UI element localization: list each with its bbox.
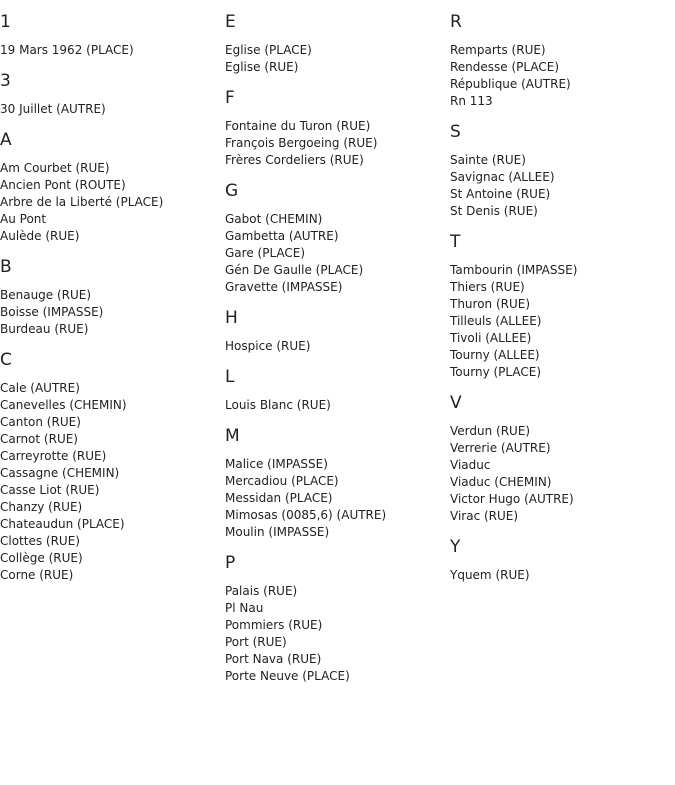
street-link[interactable]: Casse Liot (RUE) — [0, 483, 100, 497]
street-list — [450, 42, 675, 110]
letter-group — [225, 181, 450, 296]
street-link[interactable]: Gabot (CHEMIN) — [225, 212, 323, 226]
street-link[interactable]: Arbre de la Liberté (PLACE) — [0, 195, 164, 209]
street-link[interactable]: Cassagne (CHEMIN) — [0, 466, 120, 480]
group-letter-heading: Y — [450, 537, 461, 557]
letter-group — [225, 367, 450, 414]
street-link[interactable]: Pl Nau — [225, 601, 264, 615]
street-link[interactable]: St Antoine (RUE) — [450, 187, 551, 201]
street-link[interactable]: Burdeau (RUE) — [0, 322, 89, 336]
street-link[interactable]: 19 Mars 1962 (PLACE) — [0, 43, 134, 57]
street-link[interactable]: Porte Neuve (PLACE) — [225, 669, 350, 683]
street-link[interactable]: Hospice (RUE) — [225, 339, 311, 353]
letter-group — [0, 71, 225, 118]
group-letter-heading: T — [450, 232, 461, 252]
letter-group — [225, 12, 450, 76]
letter-group — [0, 350, 225, 584]
letter-group — [450, 12, 675, 110]
street-link[interactable]: Gravette (IMPASSE) — [225, 280, 343, 294]
street-link[interactable]: Tilleuls (ALLEE) — [450, 314, 542, 328]
street-link[interactable]: Au Pont — [0, 212, 47, 226]
street-list — [450, 567, 675, 584]
letter-group — [450, 537, 675, 584]
street-link[interactable]: Chanzy (RUE) — [0, 500, 83, 514]
street-link[interactable]: Thuron (RUE) — [450, 297, 531, 311]
group-letter-heading: C — [0, 350, 12, 370]
street-link[interactable]: François Bergoeing (RUE) — [225, 136, 378, 150]
letter-group — [0, 12, 225, 59]
street-link[interactable]: Tambourin (IMPASSE) — [450, 263, 578, 277]
street-link[interactable]: Louis Blanc (RUE) — [225, 398, 331, 412]
street-list — [450, 152, 675, 220]
group-letter-heading: L — [225, 367, 235, 387]
group-letter-heading: E — [225, 12, 236, 32]
street-list — [225, 42, 450, 76]
street-link[interactable]: Carreyrotte (RUE) — [0, 449, 107, 463]
street-link[interactable]: Canevelles (CHEMIN) — [0, 398, 127, 412]
street-link[interactable]: Verrerie (AUTRE) — [450, 441, 551, 455]
street-link[interactable]: Palais (RUE) — [225, 584, 298, 598]
street-link[interactable]: Aulède (RUE) — [0, 229, 80, 243]
street-link[interactable]: Ancien Pont (ROUTE) — [0, 178, 126, 192]
street-link[interactable]: Frères Cordeliers (RUE) — [225, 153, 364, 167]
street-link[interactable]: Messidan (PLACE) — [225, 491, 333, 505]
street-link[interactable]: Tourny (PLACE) — [450, 365, 542, 379]
street-link[interactable]: Savignac (ALLEE) — [450, 170, 555, 184]
street-link[interactable]: Gén De Gaulle (PLACE) — [225, 263, 364, 277]
street-link[interactable]: Malice (IMPASSE) — [225, 457, 328, 471]
group-letter-heading: B — [0, 257, 12, 277]
street-link[interactable]: Tivoli (ALLEE) — [450, 331, 532, 345]
street-index-column-1 — [0, 0, 225, 584]
street-list — [225, 583, 450, 685]
street-link[interactable]: St Denis (RUE) — [450, 204, 538, 218]
group-letter-heading: V — [450, 393, 462, 413]
street-link[interactable]: Sainte (RUE) — [450, 153, 526, 167]
street-link[interactable]: Carnot (RUE) — [0, 432, 78, 446]
street-link[interactable]: Port Nava (RUE) — [225, 652, 322, 666]
letter-group — [225, 553, 450, 685]
street-link[interactable]: Chateaudun (PLACE) — [0, 517, 125, 531]
street-list — [0, 42, 225, 59]
street-link[interactable]: Rn 113 — [450, 94, 493, 108]
street-link[interactable]: République (AUTRE) — [450, 77, 571, 91]
street-link[interactable]: Corne (RUE) — [0, 568, 74, 582]
street-list — [225, 456, 450, 541]
street-link[interactable]: Clottes (RUE) — [0, 534, 80, 548]
group-letter-heading: P — [225, 553, 236, 573]
street-link[interactable]: Canton (RUE) — [0, 415, 81, 429]
street-link[interactable]: Yquem (RUE) — [450, 568, 530, 582]
street-link[interactable]: Verdun (RUE) — [450, 424, 531, 438]
letter-group — [225, 88, 450, 169]
group-letter-heading: A — [0, 130, 12, 150]
street-list — [0, 160, 225, 245]
letter-group — [225, 308, 450, 355]
street-link[interactable]: Eglise (PLACE) — [225, 43, 312, 57]
letter-group — [225, 426, 450, 541]
street-list — [225, 118, 450, 169]
street-link[interactable]: Fontaine du Turon (RUE) — [225, 119, 371, 133]
letter-group — [450, 393, 675, 525]
group-letter-heading: 3 — [0, 71, 11, 91]
street-link[interactable]: Rendesse (PLACE) — [450, 60, 560, 74]
street-link[interactable]: Moulin (IMPASSE) — [225, 525, 330, 539]
street-link[interactable]: Gare (PLACE) — [225, 246, 306, 260]
street-link[interactable]: Viaduc — [450, 458, 491, 472]
letter-group — [450, 122, 675, 220]
street-link[interactable]: 30 Juillet (AUTRE) — [0, 102, 106, 116]
letter-group — [0, 257, 225, 338]
street-list — [225, 397, 450, 414]
street-list — [450, 262, 675, 381]
street-link[interactable]: Mimosas (0085,6) (AUTRE) — [225, 508, 387, 522]
street-link[interactable]: Cale (AUTRE) — [0, 381, 80, 395]
street-link[interactable]: Virac (RUE) — [450, 509, 519, 523]
street-list — [225, 211, 450, 296]
street-link[interactable]: Eglise (RUE) — [225, 60, 299, 74]
street-link[interactable]: Mercadiou (PLACE) — [225, 474, 339, 488]
street-list — [0, 287, 225, 338]
street-link[interactable]: Victor Hugo (AUTRE) — [450, 492, 574, 506]
street-list — [450, 423, 675, 525]
street-link[interactable]: Thiers (RUE) — [450, 280, 525, 294]
street-link[interactable]: Tourny (ALLEE) — [450, 348, 540, 362]
street-link[interactable]: Port (RUE) — [225, 635, 287, 649]
group-letter-heading: F — [225, 88, 235, 108]
street-link[interactable]: Boisse (IMPASSE) — [0, 305, 104, 319]
group-letter-heading: R — [450, 12, 462, 32]
street-link[interactable]: Benauge (RUE) — [0, 288, 92, 302]
street-list — [225, 338, 450, 355]
street-link[interactable]: Remparts (RUE) — [450, 43, 546, 57]
street-link[interactable]: Viaduc (CHEMIN) — [450, 475, 552, 489]
letter-group — [0, 130, 225, 245]
street-index-column-2 — [225, 0, 450, 685]
letter-group — [450, 232, 675, 381]
group-letter-heading: G — [225, 181, 239, 201]
group-letter-heading: H — [225, 308, 238, 328]
group-letter-heading: M — [225, 426, 240, 446]
street-list — [0, 101, 225, 118]
group-letter-heading: S — [450, 122, 461, 142]
street-link[interactable]: Am Courbet (RUE) — [0, 161, 110, 175]
street-list — [0, 380, 225, 584]
street-link[interactable]: Collège (RUE) — [0, 551, 83, 565]
group-letter-heading: 1 — [0, 12, 11, 32]
street-index-column-3 — [450, 0, 675, 584]
street-link[interactable]: Pommiers (RUE) — [225, 618, 323, 632]
street-link[interactable]: Gambetta (AUTRE) — [225, 229, 339, 243]
